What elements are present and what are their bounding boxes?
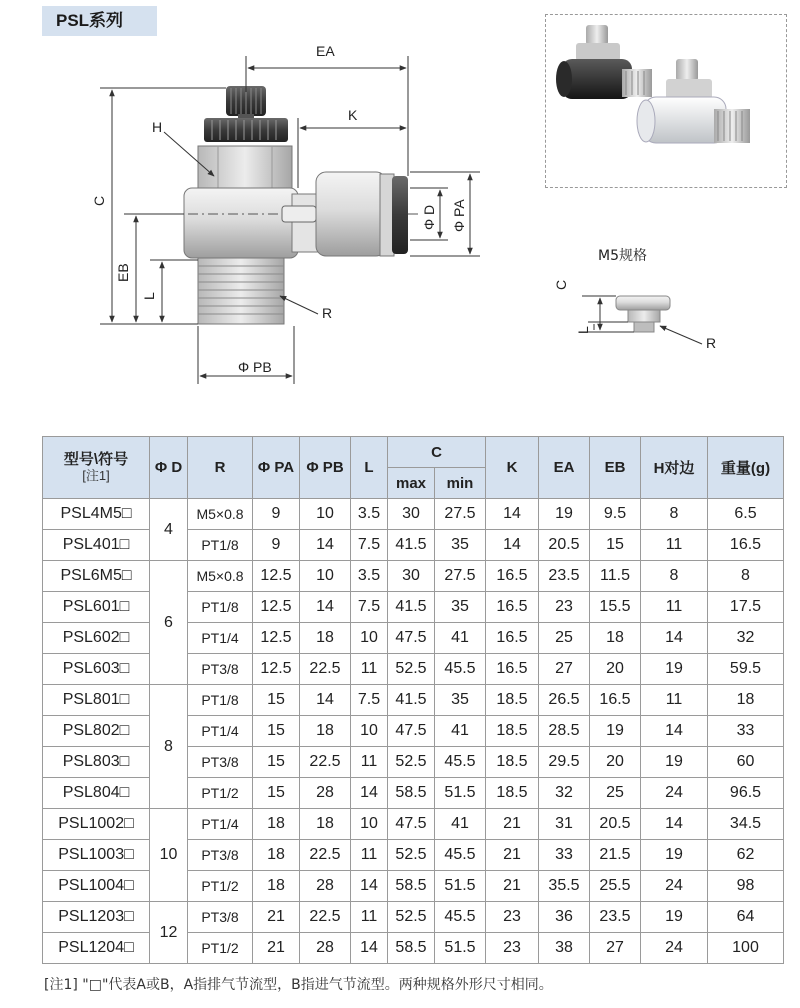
adjust-knob [204, 86, 288, 142]
cell-pa: 21 [253, 902, 300, 933]
cell-r: PT1/8 [188, 530, 253, 561]
col-ea: EA [539, 437, 590, 499]
cell-pa: 15 [253, 716, 300, 747]
cell-cmin: 27.5 [435, 499, 486, 530]
cell-r: PT1/2 [188, 933, 253, 964]
cell-cmax: 52.5 [388, 654, 435, 685]
cell-l: 10 [351, 716, 388, 747]
cell-ea: 23 [539, 592, 590, 623]
cell-w: 6.5 [708, 499, 784, 530]
cell-h: 14 [641, 623, 708, 654]
cell-r: PT1/4 [188, 716, 253, 747]
cell-eb: 20 [590, 654, 641, 685]
cell-h: 14 [641, 809, 708, 840]
hex-nut [198, 146, 292, 188]
cell-h: 8 [641, 561, 708, 592]
cell-pb: 14 [300, 685, 351, 716]
cell-cmin: 41 [435, 809, 486, 840]
label-l: L [141, 292, 157, 300]
cell-model: PSL602□ [43, 623, 150, 654]
col-pa: Φ PA [253, 437, 300, 499]
cell-eb: 20 [590, 747, 641, 778]
col-h: H对边 [641, 437, 708, 499]
cell-k: 16.5 [486, 561, 539, 592]
col-c: C [388, 437, 486, 468]
cell-h: 19 [641, 840, 708, 871]
cell-pb: 28 [300, 871, 351, 902]
cell-l: 14 [351, 778, 388, 809]
cell-pb: 14 [300, 592, 351, 623]
cell-l: 14 [351, 871, 388, 902]
cell-pb: 10 [300, 561, 351, 592]
cell-eb: 16.5 [590, 685, 641, 716]
cell-h: 11 [641, 685, 708, 716]
cell-eb: 25.5 [590, 871, 641, 902]
cell-w: 96.5 [708, 778, 784, 809]
cell-h: 19 [641, 654, 708, 685]
col-c-min: min [435, 468, 486, 499]
cell-d: 10 [150, 809, 188, 902]
cell-eb: 15.5 [590, 592, 641, 623]
cell-eb: 20.5 [590, 809, 641, 840]
cell-l: 11 [351, 840, 388, 871]
cell-cmax: 52.5 [388, 747, 435, 778]
cell-cmax: 30 [388, 561, 435, 592]
cell-r: PT1/4 [188, 623, 253, 654]
cell-h: 19 [641, 902, 708, 933]
cell-eb: 21.5 [590, 840, 641, 871]
cell-k: 16.5 [486, 623, 539, 654]
cell-eb: 27 [590, 933, 641, 964]
cell-k: 18.5 [486, 778, 539, 809]
cell-w: 17.5 [708, 592, 784, 623]
cell-ea: 38 [539, 933, 590, 964]
cell-pb: 22.5 [300, 654, 351, 685]
cell-pb: 18 [300, 623, 351, 654]
cell-cmin: 45.5 [435, 902, 486, 933]
cell-pa: 18 [253, 840, 300, 871]
cell-ea: 28.5 [539, 716, 590, 747]
cell-w: 62 [708, 840, 784, 871]
label-phi-pa: Φ PA [451, 199, 467, 232]
col-d: Φ D [150, 437, 188, 499]
cell-k: 18.5 [486, 747, 539, 778]
cell-h: 19 [641, 747, 708, 778]
spec-table-body [43, 499, 784, 964]
col-k: K [486, 437, 539, 499]
cell-h: 11 [641, 530, 708, 561]
cell-pb: 28 [300, 778, 351, 809]
cell-l: 3.5 [351, 561, 388, 592]
cell-l: 11 [351, 902, 388, 933]
cell-l: 11 [351, 654, 388, 685]
cell-model: PSL804□ [43, 778, 150, 809]
cell-l: 3.5 [351, 499, 388, 530]
cell-pb: 14 [300, 530, 351, 561]
cell-ea: 23.5 [539, 561, 590, 592]
cell-pb: 28 [300, 933, 351, 964]
push-fitting [316, 172, 386, 256]
cell-w: 33 [708, 716, 784, 747]
cell-cmax: 41.5 [388, 592, 435, 623]
cell-model: PSL1203□ [43, 902, 150, 933]
cell-ea: 20.5 [539, 530, 590, 561]
cell-cmin: 35 [435, 530, 486, 561]
cell-w: 98 [708, 871, 784, 902]
cell-l: 10 [351, 623, 388, 654]
cell-cmax: 41.5 [388, 530, 435, 561]
cell-pb: 22.5 [300, 747, 351, 778]
cell-d: 12 [150, 902, 188, 964]
cell-model: PSL401□ [43, 530, 150, 561]
cell-h: 24 [641, 933, 708, 964]
cell-r: PT1/2 [188, 871, 253, 902]
table-row [43, 499, 784, 530]
col-eb: EB [590, 437, 641, 499]
cell-pb: 22.5 [300, 840, 351, 871]
cell-w: 34.5 [708, 809, 784, 840]
cell-cmin: 41 [435, 716, 486, 747]
col-weight: 重量(g) [708, 437, 784, 499]
label-phi-pb: Φ PB [238, 359, 272, 375]
label-h: H [152, 119, 163, 135]
cell-k: 16.5 [486, 592, 539, 623]
cell-k: 21 [486, 840, 539, 871]
cell-model: PSL802□ [43, 716, 150, 747]
cell-h: 24 [641, 871, 708, 902]
cell-model: PSL6M5□ [43, 561, 150, 592]
cell-h: 24 [641, 778, 708, 809]
cell-r: PT3/8 [188, 654, 253, 685]
cell-l: 7.5 [351, 530, 388, 561]
spec-table [42, 436, 784, 964]
cell-cmin: 51.5 [435, 933, 486, 964]
product-photo-frame [545, 14, 787, 188]
cell-w: 18 [708, 685, 784, 716]
cell-cmin: 41 [435, 623, 486, 654]
cell-ea: 26.5 [539, 685, 590, 716]
cell-cmax: 58.5 [388, 871, 435, 902]
label-ea: EA [316, 43, 335, 59]
cell-pa: 9 [253, 499, 300, 530]
cell-w: 64 [708, 902, 784, 933]
cell-ea: 33 [539, 840, 590, 871]
cell-r: M5×0.8 [188, 561, 253, 592]
cell-cmin: 27.5 [435, 561, 486, 592]
cell-model: PSL803□ [43, 747, 150, 778]
cell-eb: 15 [590, 530, 641, 561]
valve-body [184, 188, 298, 258]
label-eb: EB [115, 263, 131, 282]
label-c: C [91, 195, 107, 206]
cell-ea: 25 [539, 623, 590, 654]
cell-ea: 32 [539, 778, 590, 809]
cell-k: 21 [486, 871, 539, 902]
cell-r: PT1/8 [188, 685, 253, 716]
cell-w: 59.5 [708, 654, 784, 685]
cell-cmin: 45.5 [435, 654, 486, 685]
col-pb: Φ PB [300, 437, 351, 499]
cell-eb: 19 [590, 716, 641, 747]
cell-eb: 18 [590, 623, 641, 654]
cell-eb: 11.5 [590, 561, 641, 592]
cell-l: 7.5 [351, 592, 388, 623]
cell-ea: 35.5 [539, 871, 590, 902]
cell-cmin: 45.5 [435, 840, 486, 871]
cell-k: 14 [486, 499, 539, 530]
table-row [43, 809, 784, 840]
cell-l: 11 [351, 747, 388, 778]
label-phi-d: Φ D [421, 204, 437, 230]
cell-r: PT1/4 [188, 809, 253, 840]
cell-pa: 15 [253, 685, 300, 716]
cell-eb: 25 [590, 778, 641, 809]
cell-pb: 18 [300, 809, 351, 840]
cell-eb: 9.5 [590, 499, 641, 530]
cell-cmax: 30 [388, 499, 435, 530]
cell-pa: 12.5 [253, 592, 300, 623]
cell-cmin: 51.5 [435, 871, 486, 902]
cell-ea: 29.5 [539, 747, 590, 778]
col-r: R [188, 437, 253, 499]
cell-pa: 12.5 [253, 654, 300, 685]
table-row [43, 902, 784, 933]
m5-label-r: R [706, 335, 717, 351]
cell-r: PT1/8 [188, 592, 253, 623]
cell-h: 11 [641, 592, 708, 623]
cell-model: PSL601□ [43, 592, 150, 623]
cell-pa: 18 [253, 871, 300, 902]
cell-model: PSL1003□ [43, 840, 150, 871]
cell-cmax: 58.5 [388, 933, 435, 964]
m5-title: M5规格 [598, 248, 647, 264]
table-row [43, 561, 784, 592]
cell-model: PSL801□ [43, 685, 150, 716]
cell-pa: 9 [253, 530, 300, 561]
cell-r: PT1/2 [188, 778, 253, 809]
cell-h: 8 [641, 499, 708, 530]
cell-model: PSL4M5□ [43, 499, 150, 530]
col-c-max: max [388, 468, 435, 499]
cell-w: 8 [708, 561, 784, 592]
cell-r: PT3/8 [188, 747, 253, 778]
cell-pa: 12.5 [253, 623, 300, 654]
cell-pa: 15 [253, 778, 300, 809]
cell-w: 16.5 [708, 530, 784, 561]
cell-l: 14 [351, 933, 388, 964]
cell-k: 16.5 [486, 654, 539, 685]
cell-d: 4 [150, 499, 188, 561]
cell-pb: 22.5 [300, 902, 351, 933]
cell-l: 10 [351, 809, 388, 840]
cell-k: 18.5 [486, 685, 539, 716]
cell-cmax: 47.5 [388, 623, 435, 654]
cell-model: PSL1002□ [43, 809, 150, 840]
cell-cmin: 45.5 [435, 747, 486, 778]
thread-r [198, 258, 284, 324]
cell-ea: 36 [539, 902, 590, 933]
cell-ea: 19 [539, 499, 590, 530]
cell-k: 18.5 [486, 716, 539, 747]
cell-k: 14 [486, 530, 539, 561]
cell-cmax: 41.5 [388, 685, 435, 716]
cell-cmax: 47.5 [388, 716, 435, 747]
table-row [43, 685, 784, 716]
cell-d: 6 [150, 561, 188, 685]
cell-pb: 18 [300, 716, 351, 747]
col-l: L [351, 437, 388, 499]
cell-cmax: 52.5 [388, 840, 435, 871]
cell-r: PT3/8 [188, 840, 253, 871]
cell-d: 8 [150, 685, 188, 809]
cell-cmax: 52.5 [388, 902, 435, 933]
cell-cmax: 47.5 [388, 809, 435, 840]
cell-pa: 18 [253, 809, 300, 840]
cell-k: 23 [486, 933, 539, 964]
series-title: PSL系列 [42, 6, 157, 36]
cell-w: 32 [708, 623, 784, 654]
cell-h: 14 [641, 716, 708, 747]
cell-k: 21 [486, 809, 539, 840]
cell-w: 100 [708, 933, 784, 964]
cell-pa: 12.5 [253, 561, 300, 592]
cell-cmin: 35 [435, 685, 486, 716]
cell-w: 60 [708, 747, 784, 778]
cell-model: PSL1004□ [43, 871, 150, 902]
footnote: [注1] "□"代表A或B，A指排气节流型，B指进气节流型。两种规格外形尺寸相同。 [44, 977, 553, 993]
label-r: R [322, 305, 333, 321]
m5-label-c: C [553, 279, 569, 290]
cell-eb: 23.5 [590, 902, 641, 933]
col-model: 型号\符号 [注1] [43, 437, 150, 499]
cell-cmin: 51.5 [435, 778, 486, 809]
cell-r: PT3/8 [188, 902, 253, 933]
cell-l: 7.5 [351, 685, 388, 716]
cell-k: 23 [486, 902, 539, 933]
cell-pa: 15 [253, 747, 300, 778]
cell-cmax: 58.5 [388, 778, 435, 809]
cell-r: M5×0.8 [188, 499, 253, 530]
label-k: K [348, 107, 358, 123]
cell-pb: 10 [300, 499, 351, 530]
cell-cmin: 35 [435, 592, 486, 623]
cell-model: PSL1204□ [43, 933, 150, 964]
cell-ea: 31 [539, 809, 590, 840]
cell-model: PSL603□ [43, 654, 150, 685]
cell-ea: 27 [539, 654, 590, 685]
product-photo [546, 15, 786, 187]
cell-pa: 21 [253, 933, 300, 964]
m5-label-l: L [575, 326, 591, 334]
